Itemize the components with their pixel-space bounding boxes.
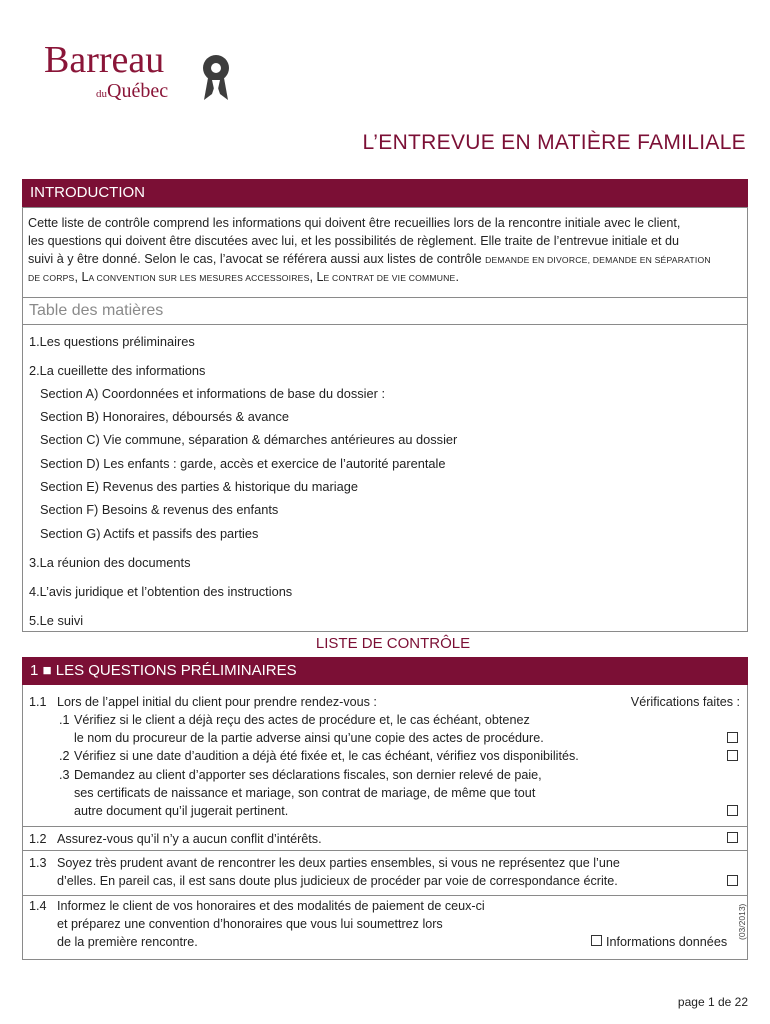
toc-item-section-g[interactable]: Section G) Actifs et passifs des parties [40, 526, 259, 541]
logo-barreau [44, 40, 164, 80]
intro-ref-divorce: DEMANDE EN DIVORCE, DEMANDE EN SÉPARATION [485, 255, 711, 265]
intro-line-4 [28, 269, 459, 287]
intro-line-1: Cette liste de contrôle comprend les informations qui doivent être recueillies lors de la rencontre initiale avec le client, [28, 216, 681, 230]
q1-1-1-checkbox[interactable] [727, 732, 738, 743]
q1-1-2-num: .2 [59, 749, 70, 763]
q1-3-line2: d’elles. En pareil cas, il est sans doute plus judicieux de procéder par voie de correspondance écrite. [57, 874, 618, 888]
toc-item-2[interactable]: 2.La cueillette des informations [29, 363, 206, 378]
intro-ref-corps: DE CORPS [28, 273, 75, 283]
q1-1-2-checkbox[interactable] [727, 750, 738, 761]
section1-heading: 1 ■ LES QUESTIONS PRÉLIMINAIRES [30, 662, 297, 679]
q1-1-1-line2: le nom du procureur de la partie adverse ainsi qu’une copie des actes de procédure. [74, 731, 544, 745]
logo-du: du [96, 88, 107, 100]
q1-1-1-line1: Vérifiez si le client a déjà reçu des actes de procédure et, le cas échéant, obtenez [74, 713, 530, 727]
q1-1-3-line2: ses certificats de naissance et mariage, son contrat de mariage, de même que tout [74, 786, 536, 800]
q1-1-3-num: .3 [59, 768, 70, 782]
toc-item-3[interactable]: 3.La réunion des documents [29, 555, 191, 570]
q1-1-num: 1.1 [29, 695, 47, 709]
q1-1-1-num: .1 [59, 713, 70, 727]
intro-line-3-text: suivi à y être donné. Selon le cas, l’avocat se référera aussi aux listes de contrôle [28, 252, 486, 266]
intro-ref-contrat: E CONTRAT DE VIE COMMUNE [323, 273, 456, 283]
q1-2-checkbox[interactable] [727, 832, 738, 843]
q1-4-checkbox[interactable] [591, 935, 602, 946]
logo-quebec [96, 80, 168, 105]
toc-item-1[interactable]: 1.Les questions préliminaires [29, 334, 195, 349]
divider-1-2 [22, 826, 748, 827]
logo-line2: Québec [107, 80, 169, 102]
divider-1-4 [22, 895, 748, 896]
q1-1-2-line1: Vérifiez si une date d’audition a déjà été fixée et, le cas échéant, vérifiez vos disponibilités. [74, 749, 579, 763]
toc-item-section-d[interactable]: Section D) Les enfants : garde, accès et exercice de l’autorité parentale [40, 456, 446, 471]
intro-line-3 [28, 251, 711, 269]
toc-item-section-f[interactable]: Section F) Besoins & revenus des enfants [40, 502, 279, 517]
toc-divider [22, 324, 748, 325]
intro-end: . [455, 270, 459, 284]
q1-4-line3: de la première rencontre. [57, 935, 198, 949]
q1-3-checkbox[interactable] [727, 875, 738, 886]
intro-sep-2: , L [309, 270, 324, 284]
toc-item-4[interactable]: 4.L’avis juridique et l’obtention des instructions [29, 584, 293, 599]
toc-item-section-b[interactable]: Section B) Honoraires, déboursés & avance [40, 409, 289, 424]
toc-item-section-c[interactable]: Section C) Vie commune, séparation & démarches antérieures au dossier [40, 432, 458, 447]
verifications-label: Vérifications faites : [630, 695, 740, 709]
q1-4-num: 1.4 [29, 899, 47, 913]
logo-line1: Barreau [44, 39, 165, 81]
intro-heading-band [22, 179, 748, 207]
barreau-emblem-icon [198, 52, 234, 102]
q1-3-num: 1.3 [29, 856, 47, 870]
q1-2-num: 1.2 [29, 832, 47, 846]
q1-4-info-label: Informations données [606, 935, 728, 949]
q1-1-3-checkbox[interactable] [727, 805, 738, 816]
divider-1-3 [22, 850, 748, 851]
q1-1-3-line1: Demandez au client d’apporter ses déclarations fiscales, son dernier relevé de paie, [74, 768, 542, 782]
section1-heading-band [22, 657, 748, 685]
intro-ref-convention: A CONVENTION SUR LES MESURES ACCESSOIRES [88, 273, 310, 283]
q1-4-line2: et préparez une convention d’honoraires que vous lui soumettrez lors [57, 917, 443, 931]
q1-1-3-line3: autre document qu’il jugerait pertinent. [74, 804, 289, 818]
toc-item-5[interactable]: 5.Le suivi [29, 613, 84, 628]
side-date: (03/2013) [737, 903, 747, 940]
q1-4-line1: Informez le client de vos honoraires et des modalités de paiement de ceux-ci [57, 899, 485, 913]
intro-sep-1: , L [74, 270, 89, 284]
toc-heading: Table des matières [29, 302, 164, 319]
checklist-title: LISTE DE CONTRÔLE [315, 635, 471, 652]
page-number: page 1 de 22 [677, 995, 748, 1009]
intro-heading: INTRODUCTION [30, 184, 145, 201]
q1-3-line1: Soyez très prudent avant de rencontrer les deux parties ensembles, si vous ne représentez que l’une [57, 856, 620, 870]
toc-item-section-a[interactable]: Section A) Coordonnées et informations de base du dossier : [40, 386, 386, 401]
page-title: L’ENTREVUE EN MATIÈRE FAMILIALE [362, 131, 746, 154]
q1-2-text: Assurez-vous qu’il n’y a aucun conflit d’intérêts. [57, 832, 322, 846]
intro-line-2: les questions qui doivent être discutées avec lui, et les possibilités de règlement. Elle traite de l’entrevue initiale et du [28, 234, 680, 248]
q1-1-text: Lors de l’appel initial du client pour prendre rendez-vous : [57, 695, 377, 709]
toc-item-section-e[interactable]: Section E) Revenus des parties & historique du mariage [40, 479, 358, 494]
